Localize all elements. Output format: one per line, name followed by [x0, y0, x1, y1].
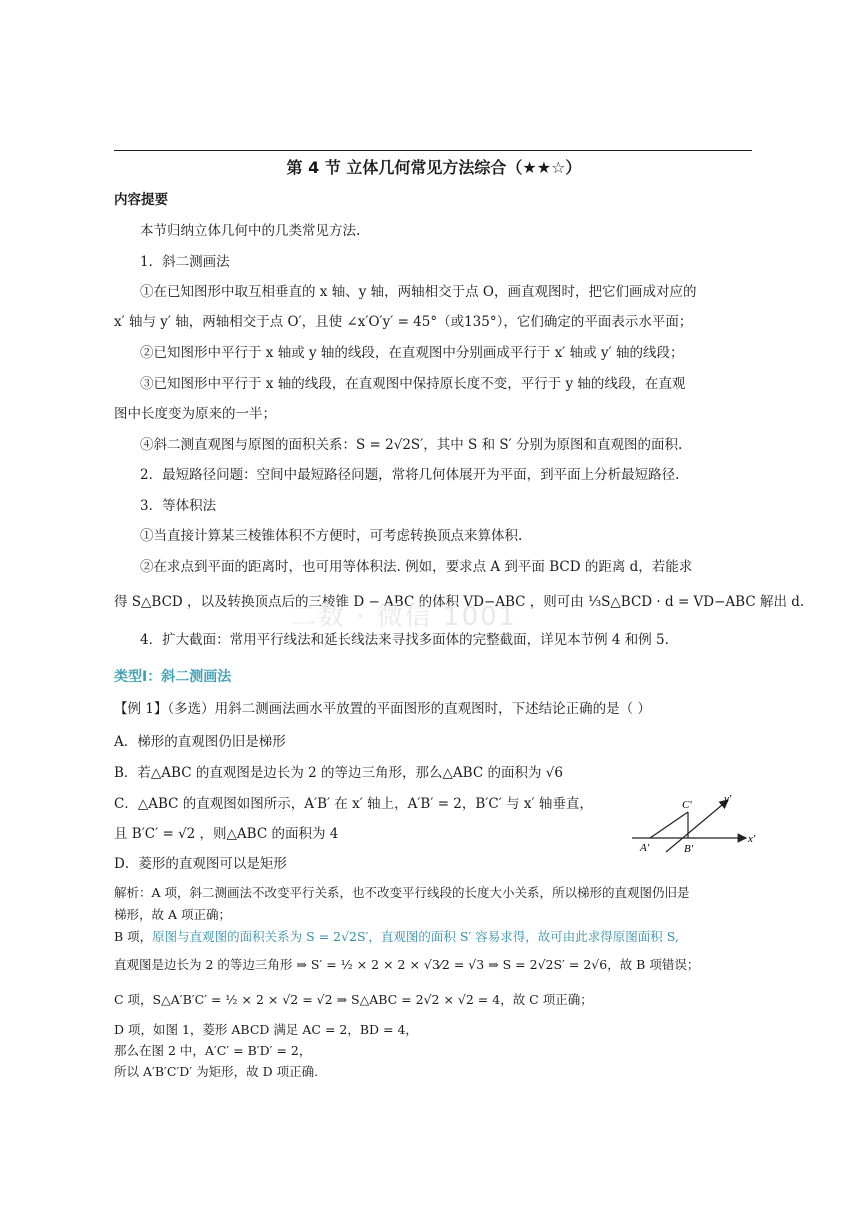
option-c-line2: 且 B′C′ = √2 ，则△ABC 的面积为 4	[114, 826, 339, 842]
section1-point4: ④斜二测直观图与原图的面积关系：S = 2√2S′，其中 S 和 S′ 分别为原图和直观图的面积.	[140, 437, 683, 453]
summary-intro: 本节归纳立体几何中的几类常见方法.	[140, 223, 361, 239]
watermark: 二数 · 微信 1001	[290, 602, 518, 632]
solution-line7: 那么在图 2 中，A′C′ = B′D′ = 2，	[114, 1043, 312, 1058]
label-a: A′	[640, 842, 650, 854]
label-b: B′	[684, 843, 694, 855]
option-c-line1: C．△ABC 的直观图如图所示，A′B′ 在 x′ 轴上，A′B′ = 2，B′C′ 与 x′ 轴垂直，	[114, 796, 593, 812]
label-c: C′	[682, 799, 692, 811]
solution-line3	[114, 927, 679, 945]
option-a: A．梯形的直观图仍旧是梯形	[114, 734, 286, 750]
section1-point3-line2: 图中长度变为原来的一半；	[114, 406, 276, 422]
side-a-c	[650, 812, 688, 838]
option-d: D．菱形的直观图可以是矩形	[114, 856, 287, 872]
solution-line6: D 项，如图 1，菱形 ABCD 满足 AC = 2，BD = 4，	[114, 1022, 418, 1037]
section3-point2-line2: 得 S△BCD ，以及转换顶点后的三棱锥 D − ABC 的体积 VD−ABC ，则可由 ⅓S△BCD · d = VD−ABC 解出 d.	[114, 594, 805, 610]
section3-point2-line1: ②在求点到平面的距离时，也可用等体积法. 例如，要求点 A 到平面 BCD 的距离 d，若能求	[140, 559, 693, 575]
section2: 2．最短路径问题：空间中最短路径问题，常将几何体展开为平面，到平面上分析最短路径.	[140, 467, 680, 483]
label-x: x′	[748, 833, 756, 845]
section1-point3-line1: ③已知图形中平行于 x 轴的线段，在直观图中保持原长度不变，平行于 y 轴的线段，在直观	[140, 376, 686, 392]
solution-line3-hint: 原图与直观图的面积关系为 S = 2√2S′，直观图的面积 S′ 容易求得，故可由此求得原图面积 S,	[152, 929, 679, 944]
section3-point1: ①当直接计算某三棱锥体积不方便时，可考虑转换顶点来算体积.	[140, 528, 523, 544]
solution-line2: 梯形，故 A 项正确；	[114, 907, 231, 922]
section4: 4．扩大截面：常用平行线法和延长线法来寻找多面体的完整截面，详见本节例 4 和例 5.	[140, 632, 669, 648]
section3-title: 3．等体积法	[140, 498, 217, 514]
example1-question: 【例 1】（多选）用斜二测画法画水平放置的平面图形的直观图时，下述结论正确的是（ ）	[114, 701, 651, 717]
label-y: y′	[724, 793, 732, 805]
section1-point2: ②已知图形中平行于 x 轴或 y 轴的线段，在直观图中分别画成平行于 x′ 轴或 y′ 轴的线段；	[140, 345, 684, 361]
header-rule	[114, 150, 752, 151]
oblique-triangle-figure	[628, 790, 768, 860]
type1-heading: 类型Ⅰ：斜二测画法	[114, 669, 232, 685]
solution-line5: C 项，S△A′B′C′ = ½ × 2 × √2 = √2 ⇒ S△ABC = 2√2 × √2 = 4，故 C 项正确；	[114, 992, 593, 1007]
section1-title: 1．斜二测画法	[140, 254, 230, 270]
section1-point1-line1: ①在已知图形中取互相垂直的 x 轴、y 轴，两轴相交于点 O，画直观图时，把它们画成对应的	[140, 284, 697, 300]
solution-line3-prefix: B 项，	[114, 929, 153, 944]
y-axis-line	[666, 800, 728, 852]
solution-line8: 所以 A′B′C′D′ 为矩形，故 D 项正确.	[114, 1064, 319, 1079]
section1-point1-line2: x′ 轴与 y′ 轴，两轴相交于点 O′，且使 ∠x′O′y′ = 45°（或135°），它们确定的平面表示水平面；	[114, 314, 693, 330]
option-b: B．若△ABC 的直观图是边长为 2 的等边三角形，那么△ABC 的面积为 √6	[114, 765, 563, 781]
page-title: 第 4 节 立体几何常见方法综合（★★☆）	[286, 158, 582, 177]
solution-line1: 解析：A 项，斜二测画法不改变平行关系，也不改变平行线段的长度大小关系，所以梯形的直观图仍旧是	[114, 885, 690, 900]
summary-heading: 内容提要	[114, 192, 168, 208]
solution-line4: 直观图是边长为 2 的等边三角形 ⇒ S′ = ½ × 2 × 2 × √3⁄2 = √3 ⇒ S = 2√2S′ = 2√6，故 B 项错误；	[114, 957, 700, 972]
